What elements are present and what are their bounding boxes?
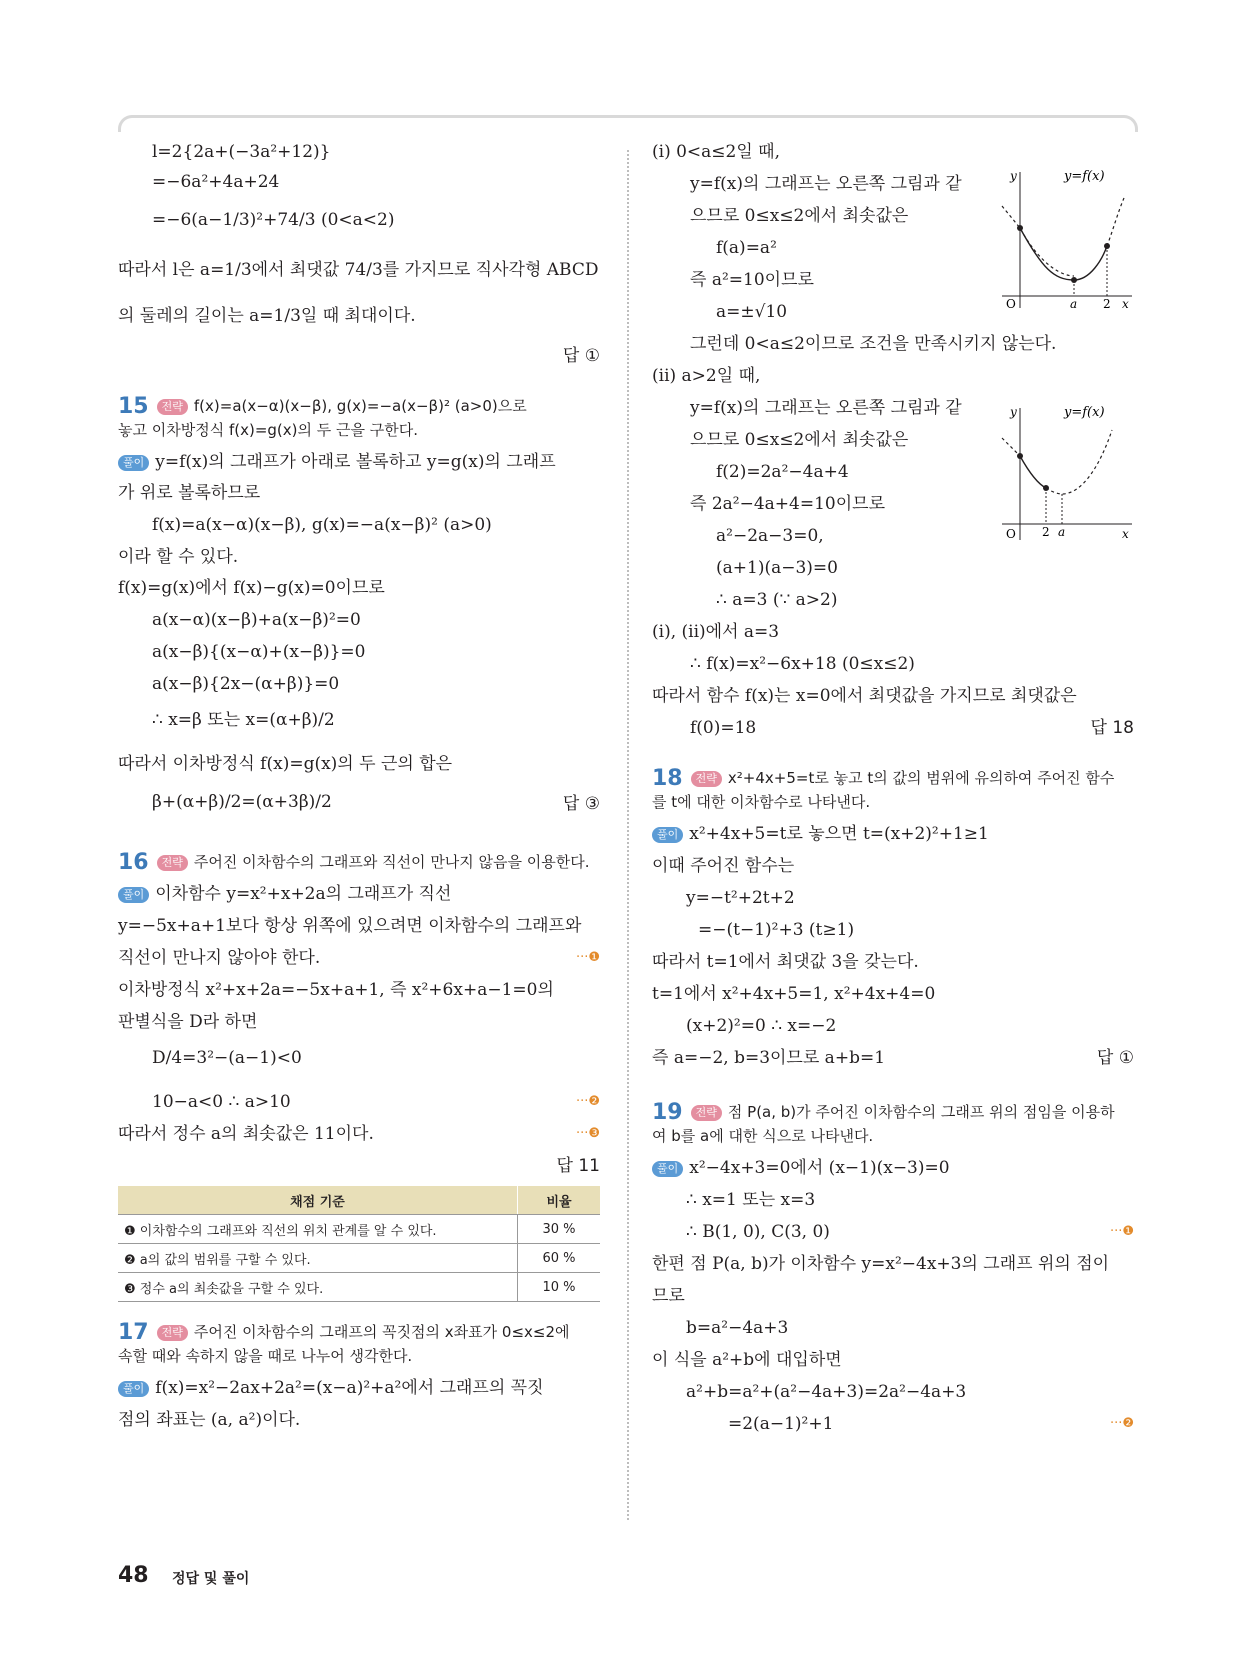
graph-case-2 xyxy=(992,404,1134,544)
solution-tag: 풀이 xyxy=(118,455,149,471)
x-axis-label: x xyxy=(1122,297,1129,308)
point xyxy=(1043,485,1049,491)
grading-ratio: 30 % xyxy=(518,1215,601,1244)
solution-line: 점의 좌표는 (a, a²)이다. xyxy=(118,1410,301,1430)
solution-line: f(a)=a² xyxy=(716,238,777,258)
strategy-text: 를 t에 대한 이차함수로 나타낸다. xyxy=(652,793,871,811)
page-number: 48 xyxy=(118,1563,149,1588)
page-top-border xyxy=(118,115,1138,132)
question-number: 16 xyxy=(118,850,149,875)
strategy-tag: 전략 xyxy=(157,399,188,415)
grading-header-row xyxy=(118,1186,600,1215)
step-marker: ···❷ xyxy=(575,1094,600,1109)
grading-header-criteria: 채점 기준 xyxy=(118,1186,518,1215)
step-marker: ···❷ xyxy=(1109,1416,1134,1431)
solution-line xyxy=(652,822,1134,846)
grading-table xyxy=(118,1186,600,1302)
strategy-text: 여 b를 a에 대한 식으로 나타낸다. xyxy=(652,1127,874,1145)
answer-label: 답 11 xyxy=(556,1156,600,1176)
solution-line: =−(t−1)²+3 (t≥1) xyxy=(698,920,855,940)
solution-line xyxy=(118,1376,600,1400)
grading-criterion: ❸ 정수 a의 최솟값을 구할 수 있다. xyxy=(118,1273,518,1302)
footer-title: 정답 및 풀이 xyxy=(172,1571,250,1587)
question-number: 15 xyxy=(118,394,149,419)
solution-line: D/4=3²−(a−1)<0 xyxy=(152,1048,302,1068)
solution-line: (a+1)(a−3)=0 xyxy=(716,558,838,578)
question-number: 19 xyxy=(652,1100,683,1125)
solution-line: f(x)=g(x)에서 f(x)−g(x)=0이므로 xyxy=(118,578,385,598)
solution-line: 으므로 0≤x≤2에서 최솟값은 xyxy=(690,430,909,450)
point xyxy=(1017,453,1023,459)
solution-line: f(0)=18 xyxy=(690,718,757,738)
step-marker: ···❶ xyxy=(1109,1224,1134,1239)
solution-line: ∴ x=1 또는 x=3 xyxy=(686,1190,816,1210)
solution-line: 므로 xyxy=(652,1286,685,1306)
solution-text: x²−4x+3=0에서 (x−1)(x−3)=0 xyxy=(689,1158,950,1178)
point xyxy=(1104,243,1110,249)
y-axis-label: y xyxy=(1010,405,1017,419)
tick-label: 2 xyxy=(1103,297,1111,308)
strategy-text: 속할 때와 속하지 않을 때로 나누어 생각한다. xyxy=(118,1347,413,1365)
solution-line xyxy=(118,450,600,474)
strategy-text: 놓고 이차방정식 f(x)=g(x)의 두 근을 구한다. xyxy=(118,421,419,439)
strategy-tag: 전략 xyxy=(157,855,188,871)
solution-text: x²+4x+5=t로 놓으면 t=(x+2)²+1≥1 xyxy=(689,824,989,844)
grading-criterion: ❶ 이차함수의 그래프와 직선의 위치 관계를 알 수 있다. xyxy=(118,1215,518,1244)
parabola-solid xyxy=(1020,456,1046,488)
solution-line: f(2)=2a²−4a+4 xyxy=(716,462,849,482)
question-18-header xyxy=(652,766,1134,791)
grading-criterion: ❷ a의 값의 범위를 구할 수 있다. xyxy=(118,1244,518,1273)
function-label: y=f(x) xyxy=(1064,169,1105,184)
solution-line: ∴ B(1, 0), C(3, 0) xyxy=(686,1222,830,1242)
solution-line: a(x−β){2x−(α+β)}=0 xyxy=(152,674,340,694)
table-row xyxy=(118,1215,600,1244)
solution-line: 10−a<0 ∴ a>10 xyxy=(152,1092,291,1112)
solution-line: t=1에서 x²+4x+5=1, x²+4x+4=0 xyxy=(652,984,936,1004)
solution-line: =−6a²+4a+24 xyxy=(152,172,280,192)
table-row xyxy=(118,1273,600,1302)
solution-line: a²+b=a²+(a²−4a+3)=2a²−4a+3 xyxy=(686,1382,967,1402)
solution-line: 따라서 l은 a=1/3에서 최댓값 74/3를 가지므로 직사각형 ABCD xyxy=(118,260,599,280)
solution-text: f(x)=x²−2ax+2a²=(x−a)²+a²에서 그래프의 꼭짓 xyxy=(155,1378,544,1398)
solution-line: l=2{2a+(−3a²+12)} xyxy=(152,142,331,162)
solution-line: a=±√10 xyxy=(716,302,788,322)
curve-dashed xyxy=(1002,438,1020,456)
solution-tag: 풀이 xyxy=(118,887,149,903)
question-17-header xyxy=(118,1320,600,1345)
solution-line: a(x−β){(x−α)+(x−β)}=0 xyxy=(152,642,366,662)
function-label: y=f(x) xyxy=(1064,405,1105,420)
solution-line: (i), (ii)에서 a=3 xyxy=(652,622,780,642)
solution-line: 직선이 만나지 않아야 한다. xyxy=(118,948,321,968)
step-marker: ···❸ xyxy=(575,1126,600,1141)
table-row xyxy=(118,1244,600,1273)
solution-tag: 풀이 xyxy=(652,827,683,843)
solution-line: 즉 2a²−4a+4=10이므로 xyxy=(690,494,885,514)
parabola-solid xyxy=(1020,228,1107,280)
strategy-tag: 전략 xyxy=(691,771,722,787)
solution-line: 가 위로 볼록하므로 xyxy=(118,483,261,503)
question-number: 17 xyxy=(118,1320,149,1345)
tick-label: a xyxy=(1070,297,1078,308)
question-19-header xyxy=(652,1100,1134,1125)
solution-line: 따라서 t=1에서 최댓값 3을 갖는다. xyxy=(652,952,919,972)
grading-ratio: 10 % xyxy=(518,1273,601,1302)
solution-line: a²−2a−3=0, xyxy=(716,526,824,546)
solution-tag: 풀이 xyxy=(652,1161,683,1177)
solution-line: y=−t²+2t+2 xyxy=(686,888,795,908)
strategy-text: x²+4x+5=t로 놓고 t의 값의 범위에 유의하여 주어진 함수 xyxy=(727,769,1115,787)
solution-line: =−6(a−1/3)²+74/3 (0<a<2) xyxy=(152,210,395,230)
solution-tag: 풀이 xyxy=(118,1381,149,1397)
solution-line: a(x−α)(x−β)+a(x−β)²=0 xyxy=(152,610,361,630)
origin-label: O xyxy=(1006,527,1016,541)
solution-line: 이때 주어진 함수는 xyxy=(652,856,795,876)
solution-line: 즉 a²=10이므로 xyxy=(690,270,814,290)
solution-line: β+(α+β)/2=(α+3β)/2 xyxy=(152,792,332,812)
solution-line: 한편 점 P(a, b)가 이차함수 y=x²−4x+3의 그래프 위의 점이 xyxy=(652,1254,1110,1274)
solution-line: 따라서 이차방정식 f(x)=g(x)의 두 근의 합은 xyxy=(118,754,453,774)
grading-ratio: 60 % xyxy=(518,1244,601,1273)
solution-line: ∴ a=3 (∵ a>2) xyxy=(716,590,838,610)
strategy-text: 점 P(a, b)가 주어진 이차함수의 그래프 위의 점임을 이용하 xyxy=(727,1103,1115,1121)
answer-label: 답 ① xyxy=(562,346,600,366)
strategy-text: 주어진 이차함수의 그래프의 꼭짓점의 x좌표가 0≤x≤2에 xyxy=(193,1323,570,1341)
solution-line xyxy=(652,1156,1134,1180)
solution-line: 따라서 정수 a의 최솟값은 11이다. xyxy=(118,1124,374,1144)
curve-dashed xyxy=(1002,206,1074,276)
solution-line: y=f(x)의 그래프는 오른쪽 그림과 같 xyxy=(690,174,962,194)
answer-label: 답 ① xyxy=(1096,1048,1134,1068)
point xyxy=(1017,225,1023,231)
graph-case-1 xyxy=(992,168,1134,308)
solution-line: f(x)=a(x−α)(x−β), g(x)=−a(x−β)² (a>0) xyxy=(152,515,492,535)
question-number: 18 xyxy=(652,766,683,791)
solution-line: 의 둘레의 길이는 a=1/3일 때 최대이다. xyxy=(118,306,416,326)
answer-label: 답 ③ xyxy=(562,794,600,814)
solution-line: 그런데 0<a≤2이므로 조건을 만족시키지 않는다. xyxy=(690,334,1057,354)
question-16-header xyxy=(118,850,600,875)
solution-line: 으므로 0≤x≤2에서 최솟값은 xyxy=(690,206,909,226)
strategy-text: 주어진 이차함수의 그래프와 직선이 만나지 않음을 이용한다. xyxy=(193,853,590,871)
solution-line xyxy=(118,882,600,906)
x-axis-label: x xyxy=(1122,527,1129,541)
solution-text: 이차함수 y=x²+x+2a의 그래프가 직선 xyxy=(155,884,452,904)
curve-dashed xyxy=(1107,198,1124,246)
answer-label: 답 18 xyxy=(1090,718,1134,738)
tick-label: 2 xyxy=(1042,525,1050,539)
solution-line: =2(a−1)²+1 xyxy=(728,1414,834,1434)
solution-line: (i) 0<a≤2일 때, xyxy=(652,142,781,162)
solution-line: b=a²−4a+3 xyxy=(686,1318,789,1338)
solution-line: ∴ x=β 또는 x=(α+β)/2 xyxy=(152,710,335,730)
solution-text: y=f(x)의 그래프가 아래로 볼록하고 y=g(x)의 그래프 xyxy=(155,452,556,472)
strategy-text: f(x)=a(x−α)(x−β), g(x)=−a(x−β)² (a>0)으로 xyxy=(193,397,527,415)
solution-line: (x+2)²=0 ∴ x=−2 xyxy=(686,1016,837,1036)
solution-line: 이 식을 a²+b에 대입하면 xyxy=(652,1350,842,1370)
question-15-header xyxy=(118,394,600,419)
curve-dashed xyxy=(1046,430,1112,494)
point xyxy=(1071,277,1077,283)
solution-line: y=f(x)의 그래프는 오른쪽 그림과 같 xyxy=(690,398,962,418)
step-marker: ···❶ xyxy=(575,950,600,965)
origin-label: O xyxy=(1006,297,1016,308)
grading-header-ratio: 비율 xyxy=(518,1186,601,1215)
solution-line: ∴ f(x)=x²−6x+18 (0≤x≤2) xyxy=(690,654,915,674)
strategy-tag: 전략 xyxy=(157,1325,188,1341)
solution-line: 따라서 함수 f(x)는 x=0에서 최댓값을 가지므로 최댓값은 xyxy=(652,686,1077,706)
solution-line: 이라 할 수 있다. xyxy=(118,547,239,567)
strategy-tag: 전략 xyxy=(691,1105,722,1121)
solution-line: (ii) a>2일 때, xyxy=(652,366,761,386)
column-divider xyxy=(627,150,629,1520)
tick-label: a xyxy=(1058,525,1066,539)
solution-line: 이차방정식 x²+x+2a=−5x+a+1, 즉 x²+6x+a−1=0의 xyxy=(118,980,554,1000)
y-axis-label: y xyxy=(1010,169,1017,183)
solution-line: 즉 a=−2, b=3이므로 a+b=1 xyxy=(652,1048,886,1068)
solution-line: y=−5x+a+1보다 항상 위쪽에 있으려면 이차함수의 그래프와 xyxy=(118,916,582,936)
solution-line: 판별식을 D라 하면 xyxy=(118,1012,258,1032)
